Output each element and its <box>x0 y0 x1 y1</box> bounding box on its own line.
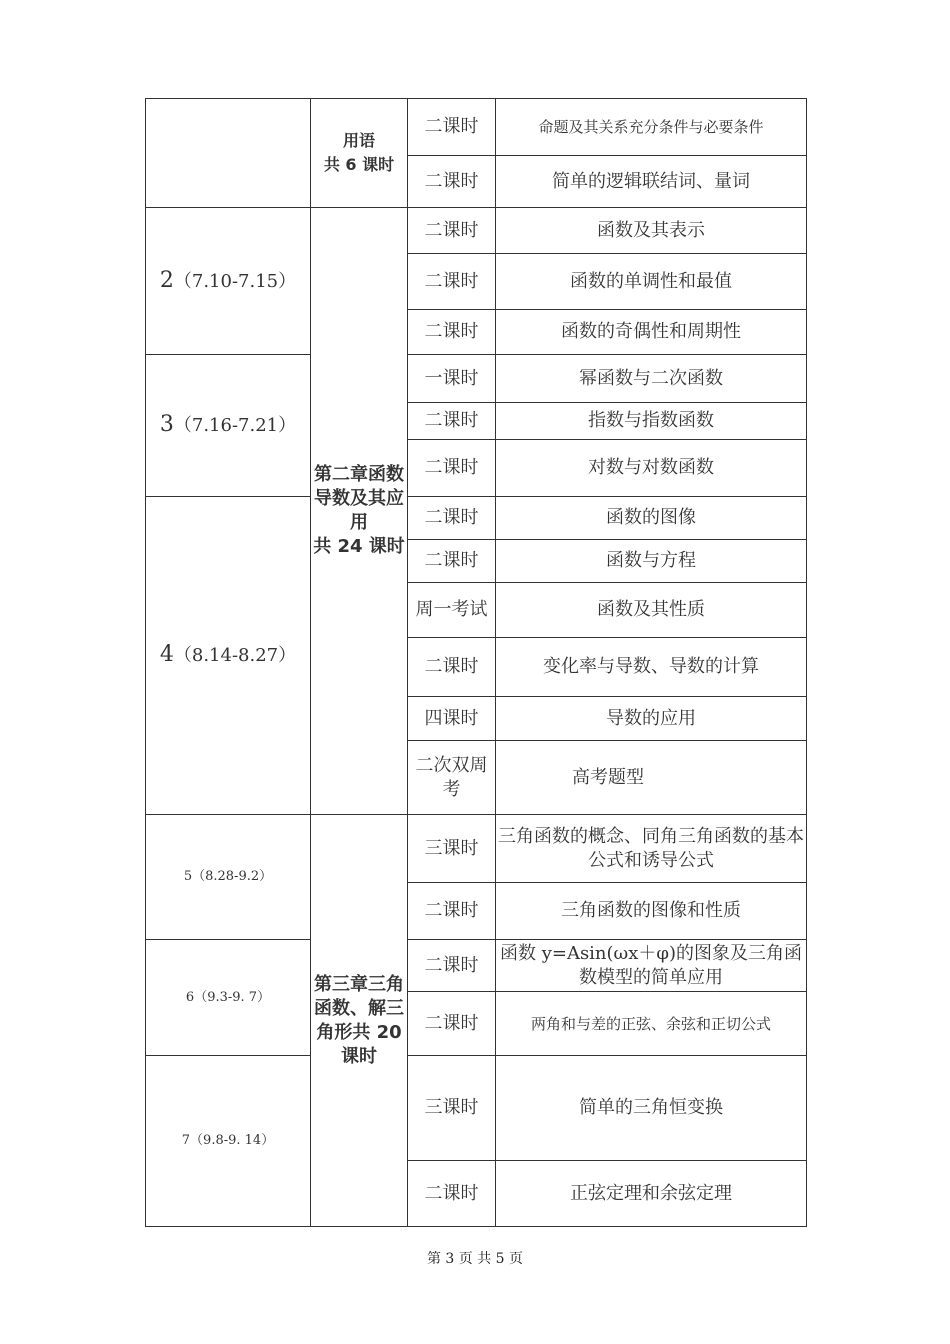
hours-cell: 二课时 <box>408 99 496 156</box>
hours-cell: 二课时 <box>408 638 496 697</box>
hours-cell: 二课时 <box>408 883 496 940</box>
chapter-cell-1 <box>311 99 408 208</box>
hours-cell: 四课时 <box>408 697 496 741</box>
week-number: 2 <box>159 267 174 293</box>
week-cell-2 <box>146 208 311 355</box>
week-cell-4 <box>146 497 311 815</box>
topic-cell: 函数及其性质 <box>496 583 807 638</box>
chapter-2-title: 第二章函数导数及其应用 <box>314 464 404 533</box>
table-row <box>146 208 807 254</box>
topic-cell: 函数的奇偶性和周期性 <box>496 310 807 355</box>
topic-cell: 函数与方程 <box>496 540 807 583</box>
hours-cell: 三课时 <box>408 1056 496 1161</box>
topic-cell: 函数的图像 <box>496 497 807 540</box>
week-number: 3 <box>159 412 174 437</box>
hours-cell: 周一考试 <box>408 583 496 638</box>
hours-cell: 二课时 <box>408 1161 496 1227</box>
topic-cell: 三角函数的概念、同角三角函数的基本公式和诱导公式 <box>496 815 807 883</box>
week-cell-3 <box>146 355 311 497</box>
topic-cell: 函数及其表示 <box>496 208 807 254</box>
hours-cell: 二课时 <box>408 156 496 208</box>
topic-cell: 函数 y=Asin(ωx＋φ)的图象及三角函数模型的简单应用 <box>496 940 807 992</box>
hours-cell: 二课时 <box>408 940 496 992</box>
topic-cell: 幂函数与二次函数 <box>496 355 807 403</box>
hours-cell: 一课时 <box>408 355 496 403</box>
week-range: （7.10-7.15） <box>173 270 297 292</box>
hours-cell: 二课时 <box>408 540 496 583</box>
topic-cell: 指数与指数函数 <box>496 403 807 440</box>
hours-cell: 二课时 <box>408 254 496 310</box>
page-footer: 第 3 页 共 5 页 <box>426 1251 524 1267</box>
topic-cell: 函数的单调性和最值 <box>496 254 807 310</box>
chapter-cell-3: 第三章三角函数、解三角形共 20 课时 <box>311 815 408 1227</box>
hours-cell: 二课时 <box>408 440 496 497</box>
topic-cell: 三角函数的图像和性质 <box>496 883 807 940</box>
week-cell-7: 7（9.8-9. 14） <box>146 1056 311 1227</box>
hours-cell: 二课时 <box>408 310 496 355</box>
week-range: （7.16-7.21） <box>173 415 297 436</box>
topic-cell: 变化率与导数、导数的计算 <box>496 638 807 697</box>
hours-cell: 二课时 <box>408 992 496 1056</box>
table-row <box>146 355 807 403</box>
week-number: 4 <box>159 642 174 667</box>
topic-cell: 简单的逻辑联结词、量词 <box>496 156 807 208</box>
hours-cell: 二课时 <box>408 403 496 440</box>
hours-cell: 二课时 <box>408 497 496 540</box>
topic-cell: 正弦定理和余弦定理 <box>496 1161 807 1227</box>
hours-cell: 二次双周考 <box>408 741 496 815</box>
hours-cell: 二课时 <box>408 208 496 254</box>
table-row <box>146 940 807 992</box>
chapter-2-hours: 共 24 课时 <box>313 536 405 557</box>
chapter-cell-2 <box>311 208 408 815</box>
topic-cell: 对数与对数函数 <box>496 440 807 497</box>
topic-cell: 两角和与差的正弦、余弦和正切公式 <box>496 992 807 1056</box>
schedule-table <box>145 98 807 1227</box>
topic-cell: 简单的三角恒变换 <box>496 1056 807 1161</box>
week-cell-5: 5（8.28-9.2） <box>146 815 311 940</box>
topic-cell: 导数的应用 <box>496 697 807 741</box>
table-row <box>146 815 807 883</box>
week-cell-1 <box>146 99 311 208</box>
table-row <box>146 497 807 540</box>
topic-cell: 高考题型 <box>496 741 807 815</box>
table-row <box>146 99 807 156</box>
week-cell-6: 6（9.3-9. 7） <box>146 940 311 1056</box>
week-range: （8.14-8.27） <box>173 645 297 666</box>
table-row <box>146 1056 807 1161</box>
chapter-1-title: 用语 <box>342 131 375 150</box>
topic-cell: 命题及其关系充分条件与必要条件 <box>496 99 807 156</box>
chapter-1-hours: 共 6 课时 <box>323 155 395 174</box>
hours-cell: 三课时 <box>408 815 496 883</box>
